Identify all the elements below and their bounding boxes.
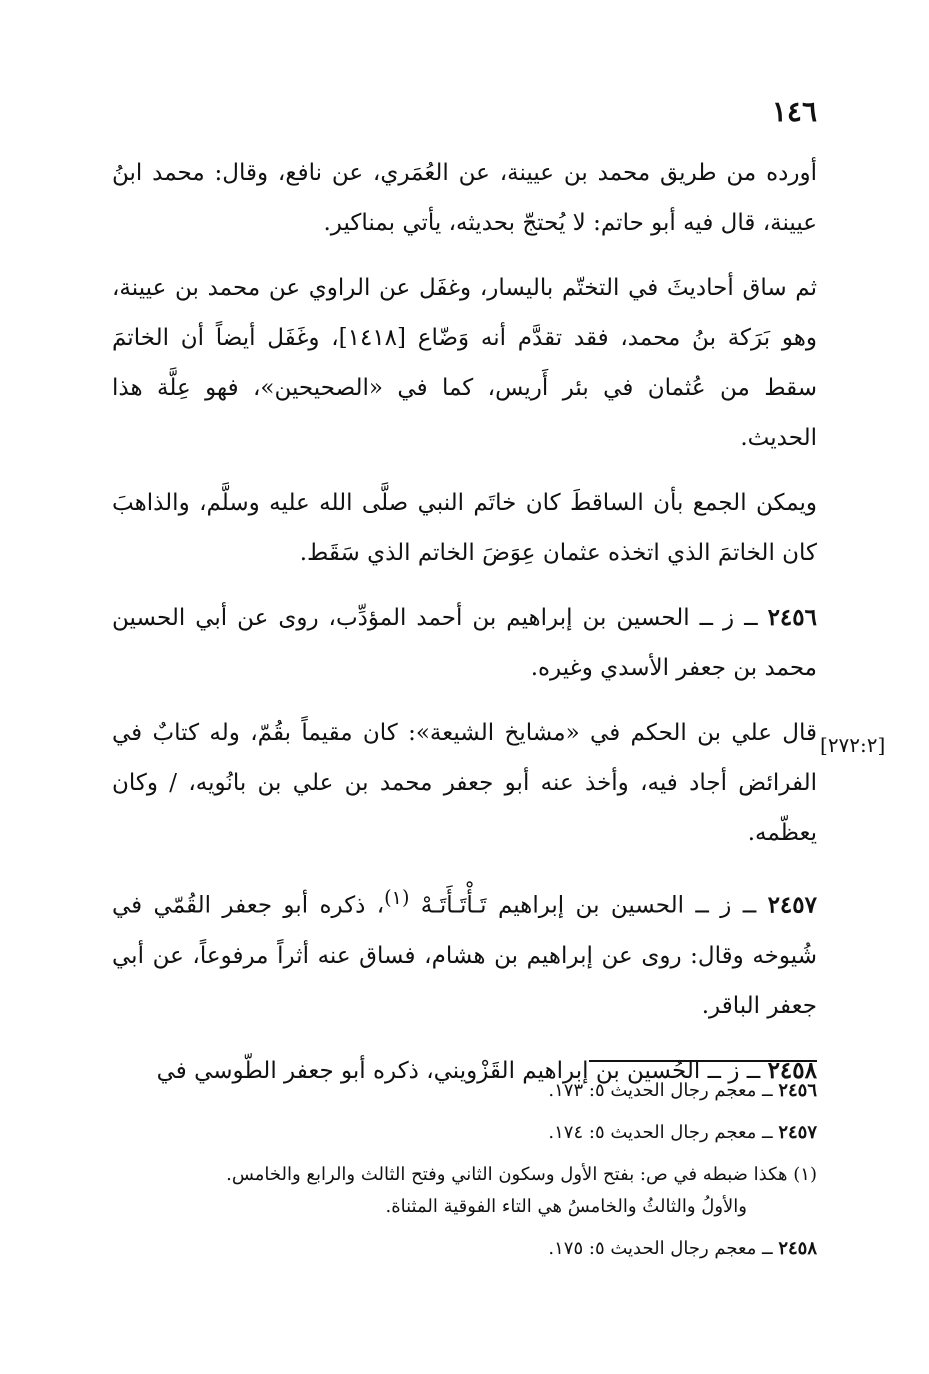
paragraph-5-part-b: وكان يعظّمه. [112,770,817,846]
paragraph-5 [112,708,817,858]
entry-2457-text-end: ، ذكره أبو جعفر القُمّي في شُيوخه وقال: روى عن إبراهيم بن هشام، فساق عنه أثراً مرفوعاً، عن أبي جعفر الباقر. [112,892,817,1019]
footnote-2456-text: ــ معجم رجال الحديث ٥: ١٧٣. [548,1080,779,1101]
entry-2456-number: ٢٤٥٦ [767,604,817,631]
paragraph-1: أورده من طريق محمد بن عيينة، عن العُمَري، عن نافع، وقال: محمد ابنُ عيينة، قال فيه أبو حاتم: لا يُحتجّ بحديثه، يأتي بمناكير. [112,160,817,236]
entry-2458-text: ــ ز ــ الحُسين بن إبراهيم القَزْويني، ذكره أبو جعفر الطّوسي في [156,1057,768,1084]
footnote-2457-number: ٢٤٥٧ [778,1122,817,1143]
main-text [112,148,817,1111]
paragraph-3: ويمكن الجمع بأن الساقطَ كان خاتَم النبي صلَّى الله عليه وسلَّم، والذاهبَ كان الخاتمَ الذي اتخذه عثمان عِوَضَ الخاتم الذي سَقَط. [112,490,817,566]
footnote-2456 [112,1072,817,1110]
entry-2458-number: ٢٤٥٨ [767,1056,817,1084]
paragraph-5-part-a: قال علي بن الحكم في «مشايخ الشيعة»: كان مقيماً بقُمّ، وله كتابٌ في الفرائض أجاد فيه، وأخذ عنه أبو جعفر محمد بن علي بن بانُويه، [112,720,818,796]
footnotes [112,1072,817,1272]
footnote-2457 [112,1114,817,1152]
footnote-ref-1: (١) [384,886,410,909]
footnote-1-line-2: والأولُ والثالثُ والخامسُ هي التاء الفوقية المثناة. [385,1196,747,1217]
page-break-slash: / [157,770,189,796]
footnote-2458-number: ٢٤٥٨ [778,1238,817,1259]
entry-2456-text: ــ ز ــ الحسين بن إبراهيم بن أحمد المؤدِّب، روى عن أبي الحسين محمد بن جعفر الأسدي وغيره. [112,605,817,681]
footnote-2458-text: ــ معجم رجال الحديث ٥: ١٧٥. [548,1238,779,1259]
footnote-1-line-1: (١) هكذا ضبطه في ص: بفتح الأول وسكون الثاني وفتح الثالث والرابع والخامس. [226,1164,817,1185]
paragraph-2: ثم ساق أحاديثَ في التختّم باليسار، وغفَل عن الراوي عن محمد بن عيينة، وهو بَرَكة بنُ محمد، فقد تقدَّم أنه وَضّاع [١٤١٨]، وغَفَل أيضاً أن الخاتمَ سقط من عُثمان في بئر أَريس، كما في «الصحيحين»، فهو عِلَّة هذا الحديث. [112,275,817,451]
footnote-separator [589,1060,817,1062]
entry-2457-text-start: ــ ز ــ الحسين بن إبراهيم تَـأْتَـأَتَـهْ [409,892,768,919]
page-number: ١٤٦ [771,95,817,128]
margin-reference: [٢٧٢:٢] [820,733,886,757]
footnote-2456-number: ٢٤٥٦ [778,1080,817,1101]
footnote-2458 [112,1230,817,1268]
footnote-2457-text: ــ معجم رجال الحديث ٥: ١٧٤. [548,1122,779,1143]
entry-2457 [112,873,817,1031]
entry-2457-number: ٢٤٥٧ [767,891,817,919]
entry-2456 [112,593,817,693]
